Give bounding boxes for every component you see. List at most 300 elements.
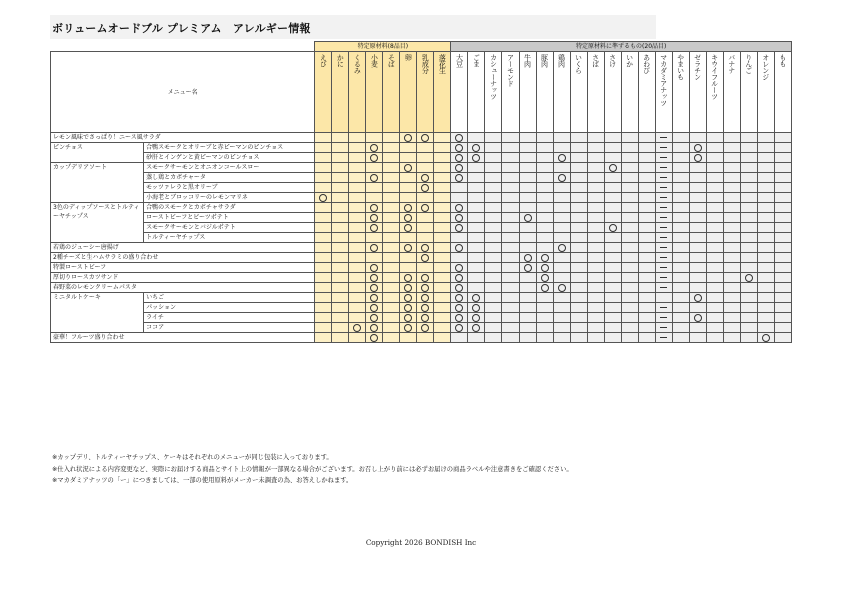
allergen-cell — [485, 223, 502, 233]
allergen-label: バナナ — [727, 54, 736, 74]
allergen-cell — [468, 143, 485, 153]
allergen-label: 落花生 — [438, 54, 447, 74]
allergen-cell — [468, 303, 485, 313]
allergen-cell — [706, 173, 723, 183]
allergen-cell — [400, 253, 417, 263]
allergen-cell — [349, 213, 366, 223]
menu-name-header: メニュー名 — [51, 52, 315, 133]
allergen-cell — [349, 283, 366, 293]
menu-group-name: ミニタルトケーキ — [51, 293, 144, 333]
allergen-cell — [536, 223, 553, 233]
allergen-cell — [587, 233, 604, 243]
allergen-cell — [417, 183, 434, 193]
allergen-cell — [315, 283, 332, 293]
allergen-cell — [587, 153, 604, 163]
allergen-cell — [417, 213, 434, 223]
allergen-cell — [757, 253, 774, 263]
allergen-cell — [655, 143, 672, 153]
allergen-cell — [587, 213, 604, 223]
allergen-cell — [553, 323, 570, 333]
allergen-cell — [485, 133, 502, 143]
allergen-cell — [689, 323, 706, 333]
contains-mark — [472, 314, 480, 322]
allergen-cell — [723, 133, 740, 143]
allergen-cell — [621, 193, 638, 203]
allergen-cell — [604, 293, 621, 303]
allergen-cell — [655, 203, 672, 213]
allergen-cell — [553, 243, 570, 253]
allergen-label: 卵 — [404, 54, 413, 61]
allergen-header — [536, 52, 553, 133]
allergen-cell — [774, 213, 791, 223]
allergen-cell — [757, 193, 774, 203]
allergen-cell — [451, 173, 468, 183]
document-title: ボリュームオードブル プレミアム アレルギー情報 — [52, 22, 311, 35]
menu-name: 若鶏のジューシー唐揚げ — [51, 243, 315, 253]
allergen-cell — [400, 163, 417, 173]
allergen-cell — [655, 313, 672, 323]
allergen-cell — [349, 323, 366, 333]
allergen-cell — [468, 293, 485, 303]
allergen-cell — [570, 313, 587, 323]
contains-mark — [370, 204, 378, 212]
allergen-cell — [672, 183, 689, 193]
allergen-cell — [366, 243, 383, 253]
allergen-cell — [332, 303, 349, 313]
allergen-cell — [349, 293, 366, 303]
allergen-header — [604, 52, 621, 133]
allergen-cell — [383, 313, 400, 323]
allergen-cell — [570, 193, 587, 203]
contains-mark — [421, 284, 429, 292]
allergen-cell — [434, 313, 451, 323]
unknown-dash — [660, 207, 667, 208]
allergen-cell — [332, 173, 349, 183]
allergen-cell — [383, 213, 400, 223]
allergen-header — [417, 52, 434, 133]
allergen-cell — [536, 143, 553, 153]
allergen-cell — [451, 263, 468, 273]
allergen-cell — [502, 313, 519, 323]
allergen-cell — [366, 173, 383, 183]
contains-mark — [421, 324, 429, 332]
allergen-cell — [774, 323, 791, 333]
allergen-cell — [757, 333, 774, 343]
allergen-cell — [672, 233, 689, 243]
contains-mark — [455, 244, 463, 252]
allergen-header — [434, 52, 451, 133]
allergen-cell — [349, 163, 366, 173]
allergen-cell — [638, 183, 655, 193]
allergen-cell — [587, 253, 604, 263]
contains-mark — [455, 264, 463, 272]
allergen-cell — [332, 233, 349, 243]
allergen-cell — [774, 203, 791, 213]
allergen-cell — [553, 203, 570, 213]
copyright: Copyright 2026 BONDISH Inc — [365, 538, 477, 547]
allergen-cell — [434, 243, 451, 253]
allergen-cell — [451, 333, 468, 343]
allergen-cell — [723, 273, 740, 283]
menu-name: 春野菜のレモンクリームパスタ — [51, 283, 315, 293]
allergen-cell — [638, 273, 655, 283]
allergen-header — [757, 52, 774, 133]
sub-menu-name: 合鴨スモークとオリーブと赤ピーマンのピンチョス — [144, 143, 315, 153]
allergen-cell — [638, 193, 655, 203]
allergen-cell — [315, 273, 332, 283]
contains-mark — [455, 314, 463, 322]
allergen-cell — [468, 273, 485, 283]
allergen-cell — [366, 133, 383, 143]
allergen-cell — [774, 263, 791, 273]
allergen-cell — [400, 323, 417, 333]
allergen-cell — [315, 243, 332, 253]
allergen-cell — [332, 283, 349, 293]
allergen-cell — [706, 233, 723, 243]
allergen-cell — [689, 213, 706, 223]
allergen-cell — [638, 323, 655, 333]
allergen-cell — [332, 243, 349, 253]
allergen-cell — [740, 163, 757, 173]
allergen-cell — [689, 183, 706, 193]
allergen-cell — [604, 133, 621, 143]
allergen-cell — [468, 163, 485, 173]
contains-mark — [472, 154, 480, 162]
allergen-cell — [706, 273, 723, 283]
allergen-cell — [519, 143, 536, 153]
allergen-header — [366, 52, 383, 133]
allergen-cell — [315, 333, 332, 343]
allergen-cell — [519, 193, 536, 203]
allergen-header — [502, 52, 519, 133]
allergen-header — [400, 52, 417, 133]
menu-name: レモン風味でさっぱり！ニース風サラダ — [51, 133, 315, 143]
allergen-cell — [349, 223, 366, 233]
allergen-cell — [587, 273, 604, 283]
allergen-cell — [723, 213, 740, 223]
allergen-header — [587, 52, 604, 133]
allergen-cell — [332, 323, 349, 333]
allergen-cell — [689, 253, 706, 263]
allergen-cell — [519, 323, 536, 333]
sub-menu-name: パッション — [144, 303, 315, 313]
allergen-cell — [587, 223, 604, 233]
allergen-cell — [332, 133, 349, 143]
allergen-cell — [349, 263, 366, 273]
allergen-label: オレンジ — [761, 54, 770, 80]
allergen-cell — [366, 183, 383, 193]
allergen-cell — [723, 203, 740, 213]
unknown-dash — [660, 167, 667, 168]
allergen-cell — [417, 223, 434, 233]
contains-mark — [524, 254, 532, 262]
allergen-cell — [536, 213, 553, 223]
allergen-cell — [400, 263, 417, 273]
allergen-cell — [536, 153, 553, 163]
allergen-cell — [315, 313, 332, 323]
allergen-cell — [468, 243, 485, 253]
allergen-header — [383, 52, 400, 133]
allergen-cell — [740, 333, 757, 343]
allergen-cell — [315, 153, 332, 163]
allergen-cell — [621, 183, 638, 193]
allergen-cell — [757, 173, 774, 183]
allergen-cell — [655, 233, 672, 243]
allergen-cell — [451, 203, 468, 213]
allergen-header — [740, 52, 757, 133]
allergen-cell — [553, 313, 570, 323]
allergen-label: 牛肉 — [523, 54, 532, 67]
allergen-cell — [621, 283, 638, 293]
allergen-cell — [485, 293, 502, 303]
contains-mark — [455, 284, 463, 292]
allergen-cell — [332, 273, 349, 283]
allergen-cell — [553, 303, 570, 313]
menu-name: 豪華！フルーツ盛り合わせ — [51, 333, 315, 343]
allergen-cell — [621, 143, 638, 153]
allergen-cell — [587, 283, 604, 293]
allergen-cell — [383, 333, 400, 343]
allergen-cell — [604, 303, 621, 313]
allergen-cell — [315, 213, 332, 223]
allergen-cell — [536, 133, 553, 143]
allergen-cell — [434, 163, 451, 173]
allergen-header-row — [51, 52, 792, 133]
allergen-cell — [417, 173, 434, 183]
contains-mark — [455, 214, 463, 222]
allergen-cell — [689, 293, 706, 303]
allergen-cell — [383, 183, 400, 193]
table-row — [51, 283, 792, 293]
allergen-cell — [417, 193, 434, 203]
unknown-dash — [660, 287, 667, 288]
contains-mark — [404, 214, 412, 222]
allergen-cell — [740, 313, 757, 323]
allergen-cell — [672, 203, 689, 213]
allergen-cell — [485, 193, 502, 203]
allergen-cell — [434, 293, 451, 303]
contains-mark — [541, 264, 549, 272]
allergen-cell — [400, 243, 417, 253]
contains-mark — [370, 324, 378, 332]
allergen-cell — [383, 293, 400, 303]
allergen-cell — [740, 233, 757, 243]
contains-mark — [524, 264, 532, 272]
allergen-cell — [655, 213, 672, 223]
allergen-cell — [417, 133, 434, 143]
allergen-cell — [706, 193, 723, 203]
allergen-cell — [536, 323, 553, 333]
allergen-cell — [757, 213, 774, 223]
allergen-cell — [757, 223, 774, 233]
allergen-cell — [570, 173, 587, 183]
table-row — [51, 243, 792, 253]
allergen-cell — [451, 283, 468, 293]
allergen-cell — [519, 293, 536, 303]
allergen-cell — [332, 203, 349, 213]
allergen-cell — [502, 283, 519, 293]
allergen-header — [519, 52, 536, 133]
allergen-cell — [774, 223, 791, 233]
allergen-cell — [553, 163, 570, 173]
allergen-cell — [332, 333, 349, 343]
allergen-cell — [349, 303, 366, 313]
allergen-cell — [757, 163, 774, 173]
allergen-cell — [672, 153, 689, 163]
contains-mark — [421, 314, 429, 322]
allergen-cell — [723, 163, 740, 173]
table-row — [51, 203, 792, 213]
allergen-cell — [604, 153, 621, 163]
allergen-cell — [434, 233, 451, 243]
allergen-cell — [638, 213, 655, 223]
allergen-cell — [740, 293, 757, 303]
allergen-cell — [434, 143, 451, 153]
allergen-cell — [315, 323, 332, 333]
allergen-cell — [434, 253, 451, 263]
allergen-cell — [502, 253, 519, 263]
contains-mark — [421, 204, 429, 212]
contains-mark — [421, 174, 429, 182]
contains-mark — [472, 304, 480, 312]
allergen-cell — [604, 183, 621, 193]
allergen-cell — [502, 263, 519, 273]
allergen-cell — [757, 263, 774, 273]
allergen-cell — [570, 283, 587, 293]
allergen-cell — [383, 233, 400, 243]
allergen-cell — [349, 233, 366, 243]
allergen-cell — [638, 313, 655, 323]
allergen-cell — [570, 203, 587, 213]
allergen-cell — [723, 183, 740, 193]
allergen-cell — [519, 173, 536, 183]
allergen-cell — [383, 323, 400, 333]
allergen-cell — [502, 293, 519, 303]
allergen-cell — [672, 133, 689, 143]
allergen-cell — [485, 243, 502, 253]
equivalent-group-header: 特定原材料に準ずるもの(20品目) — [451, 42, 792, 52]
allergen-cell — [655, 173, 672, 183]
allergen-cell — [587, 133, 604, 143]
allergen-cell — [315, 163, 332, 173]
allergen-cell — [519, 203, 536, 213]
allergen-cell — [740, 173, 757, 183]
contains-mark — [370, 284, 378, 292]
allergen-cell — [621, 203, 638, 213]
allergen-cell — [315, 143, 332, 153]
table-row — [51, 263, 792, 273]
allergen-cell — [400, 133, 417, 143]
contains-mark — [472, 324, 480, 332]
allergen-cell — [570, 213, 587, 223]
allergen-header — [451, 52, 468, 133]
allergen-header — [553, 52, 570, 133]
allergen-cell — [366, 203, 383, 213]
allergen-header — [485, 52, 502, 133]
contains-mark — [694, 294, 702, 302]
unknown-dash — [660, 217, 667, 218]
contains-mark — [694, 154, 702, 162]
allergen-cell — [621, 323, 638, 333]
contains-mark — [404, 244, 412, 252]
contains-mark — [455, 154, 463, 162]
allergen-cell — [400, 143, 417, 153]
allergen-cell — [672, 143, 689, 153]
allergen-cell — [366, 313, 383, 323]
allergen-cell — [740, 283, 757, 293]
allergen-cell — [638, 223, 655, 233]
allergen-cell — [655, 273, 672, 283]
allergen-cell — [536, 193, 553, 203]
allergen-cell — [655, 283, 672, 293]
allergen-cell — [587, 313, 604, 323]
contains-mark — [762, 334, 770, 342]
allergen-cell — [774, 283, 791, 293]
allergen-cell — [451, 213, 468, 223]
allergen-header — [468, 52, 485, 133]
allergen-label: さば — [591, 54, 600, 67]
allergen-cell — [451, 233, 468, 243]
allergen-cell — [315, 293, 332, 303]
allergen-cell — [672, 303, 689, 313]
allergen-cell — [723, 323, 740, 333]
allergen-cell — [468, 263, 485, 273]
allergen-cell — [621, 293, 638, 303]
sub-menu-name: いちご — [144, 293, 315, 303]
unknown-dash — [660, 307, 667, 308]
allergen-cell — [468, 133, 485, 143]
allergen-cell — [655, 133, 672, 143]
allergen-cell — [366, 223, 383, 233]
allergen-cell — [587, 193, 604, 203]
allergen-cell — [332, 223, 349, 233]
allergen-cell — [604, 143, 621, 153]
allergen-cell — [757, 313, 774, 323]
allergen-cell — [502, 193, 519, 203]
allergen-label: 鶏肉 — [557, 54, 566, 67]
allergen-cell — [332, 183, 349, 193]
allergen-cell — [536, 283, 553, 293]
allergen-cell — [621, 153, 638, 163]
allergen-cell — [604, 333, 621, 343]
allergen-cell — [553, 223, 570, 233]
allergen-cell — [570, 183, 587, 193]
contains-mark — [745, 274, 753, 282]
allergen-cell — [723, 173, 740, 183]
contains-mark — [370, 294, 378, 302]
allergen-cell — [621, 313, 638, 323]
unknown-dash — [660, 327, 667, 328]
contains-mark — [421, 184, 429, 192]
allergen-cell — [723, 143, 740, 153]
allergen-cell — [757, 323, 774, 333]
allergen-cell — [740, 183, 757, 193]
allergen-label: アーモンド — [506, 54, 515, 87]
contains-mark — [404, 304, 412, 312]
allergen-cell — [519, 243, 536, 253]
allergen-cell — [383, 163, 400, 173]
allergen-cell — [723, 243, 740, 253]
allergen-cell — [740, 273, 757, 283]
allergen-label: いくら — [574, 54, 583, 74]
allergen-cell — [502, 143, 519, 153]
allergen-cell — [689, 193, 706, 203]
allergen-cell — [689, 313, 706, 323]
allergen-cell — [706, 223, 723, 233]
allergen-cell — [536, 313, 553, 323]
allergen-cell — [502, 223, 519, 233]
allergen-cell — [315, 303, 332, 313]
